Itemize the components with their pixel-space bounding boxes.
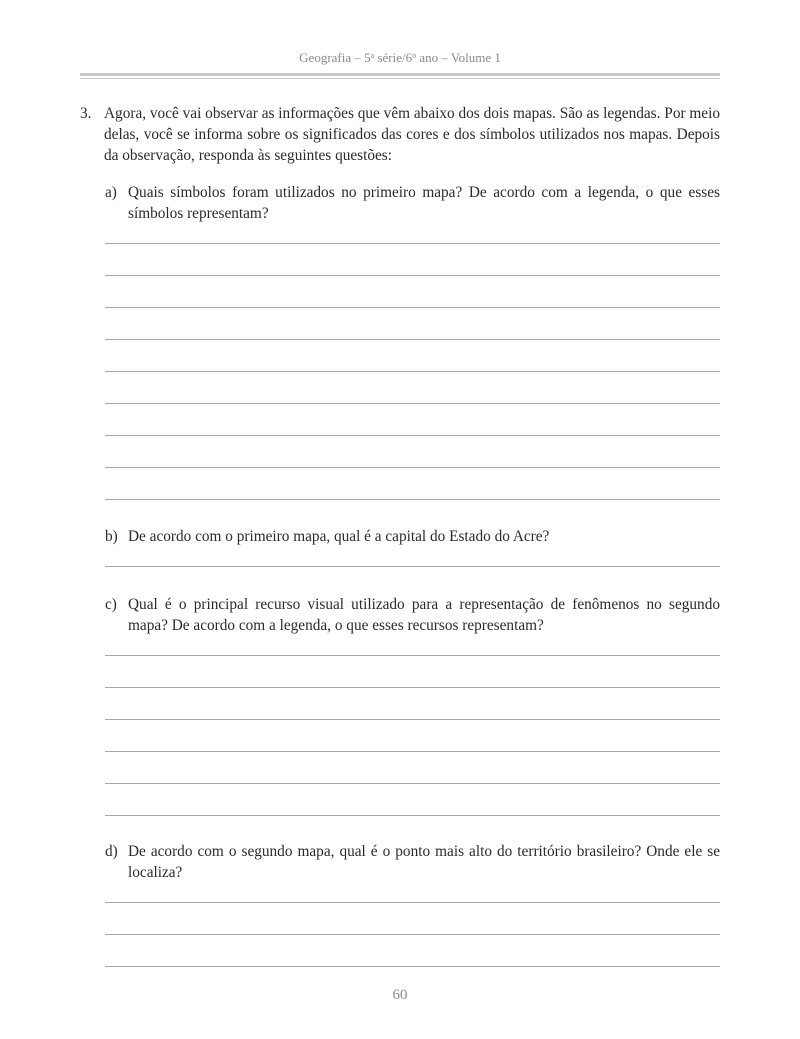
answer-line[interactable]: [105, 719, 720, 720]
running-header: [0, 50, 800, 66]
answer-line[interactable]: [105, 566, 720, 567]
answer-line[interactable]: [105, 499, 720, 500]
question-text: Agora, você vai observar as informações que vêm abaixo dos dois mapas. São as legendas. Por meio delas, você se informa sobre os significados das cores e dos símbolos utilizados nos mapas. Depois da observação, responda às seguintes questões:: [104, 105, 720, 164]
answer-line[interactable]: [105, 902, 720, 903]
question-3: [80, 103, 720, 166]
answer-line[interactable]: [105, 934, 720, 935]
header-rule: [80, 73, 720, 76]
answer-line[interactable]: [105, 687, 720, 688]
answer-line[interactable]: [105, 339, 720, 340]
subquestion-letter: b): [105, 528, 118, 545]
header-superscript-o: o: [412, 51, 417, 60]
answer-line[interactable]: [105, 783, 720, 784]
answer-line[interactable]: [105, 371, 720, 372]
answer-line[interactable]: [105, 467, 720, 468]
subquestion-a: [105, 182, 720, 224]
header-volume: ano – Volume 1: [416, 50, 501, 65]
answer-line[interactable]: [105, 435, 720, 436]
subquestion-text: De acordo com o segundo mapa, qual é o ponto mais alto do território brasileiro? Onde ele se localiza?: [128, 843, 720, 881]
answer-line[interactable]: [105, 815, 720, 816]
subquestion-b: [105, 526, 720, 547]
header-grade: série/6: [374, 50, 413, 65]
subquestion-text: Qual é o principal recurso visual utilizado para a representação de fenômenos no segundo mapa? De acordo com a legenda, o que esses recursos representam?: [128, 596, 720, 634]
header-rule-thin: [80, 78, 720, 79]
header-superscript-a: a: [370, 51, 375, 60]
subquestion-letter: d): [105, 843, 118, 860]
answer-line[interactable]: [105, 243, 720, 244]
subquestion-c: [105, 594, 720, 636]
subquestion-d: [105, 841, 720, 883]
subquestion-text: Quais símbolos foram utilizados no primeiro mapa? De acordo com a legenda, o que esses símbolos representam?: [128, 184, 720, 222]
answer-line[interactable]: [105, 751, 720, 752]
answer-line[interactable]: [105, 275, 720, 276]
header-subject: Geografia – 5: [299, 50, 371, 65]
subquestion-letter: c): [105, 596, 117, 613]
answer-line[interactable]: [105, 307, 720, 308]
subquestion-letter: a): [105, 184, 117, 201]
subquestion-text: De acordo com o primeiro mapa, qual é a capital do Estado do Acre?: [128, 528, 550, 545]
page-number: 60: [392, 987, 408, 1003]
answer-line[interactable]: [105, 966, 720, 967]
answer-line[interactable]: [105, 403, 720, 404]
question-number: 3.: [80, 105, 92, 122]
answer-line[interactable]: [105, 655, 720, 656]
